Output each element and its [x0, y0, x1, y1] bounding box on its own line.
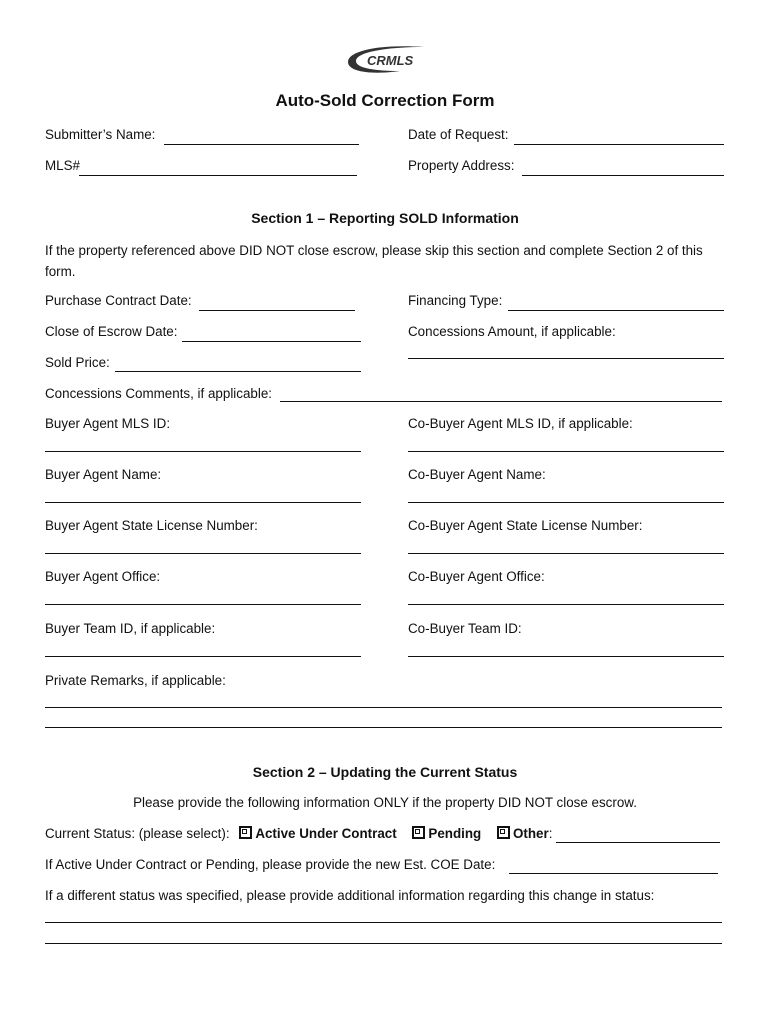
private-remarks-field-line2[interactable] — [45, 727, 722, 728]
buyer-team-id-label: Buyer Team ID, if applicable: — [45, 621, 216, 636]
co-buyer-agent-mls-id-field[interactable] — [408, 451, 724, 452]
pending-checkbox[interactable] — [412, 826, 425, 839]
new-coe-date-label: If Active Under Contract or Pending, please provide the new Est. COE Date: — [45, 857, 496, 872]
close-of-escrow-date-label: Close of Escrow Date: — [45, 324, 178, 339]
co-buyer-agent-name-label: Co-Buyer Agent Name: — [408, 467, 546, 482]
co-buyer-agent-license-field[interactable] — [408, 553, 724, 554]
new-coe-date-field[interactable] — [509, 873, 718, 874]
private-remarks-field-line1[interactable] — [45, 707, 722, 708]
co-buyer-agent-name-field[interactable] — [408, 502, 724, 503]
concessions-comments-label: Concessions Comments, if applicable: — [45, 386, 273, 401]
section2-intro: Please provide the following information ONLY if the property DID NOT close escrow. — [133, 795, 637, 810]
buyer-agent-name-field[interactable] — [45, 502, 361, 503]
buyer-agent-mls-id-label: Buyer Agent MLS ID: — [45, 416, 171, 431]
form-title: Auto-Sold Correction Form — [275, 91, 495, 110]
other-checkbox[interactable] — [497, 826, 510, 839]
section1-intro: If the property referenced above DID NOT close escrow, please skip this section and complete Section 2 of this form. — [45, 243, 703, 279]
crmls-logo — [334, 42, 428, 76]
other-colon: : — [548, 826, 553, 841]
mls-number-field[interactable] — [79, 175, 357, 176]
additional-info-field-line2[interactable] — [45, 943, 722, 944]
co-buyer-agent-license-label: Co-Buyer Agent State License Number: — [408, 518, 643, 533]
co-buyer-agent-office-label: Co-Buyer Agent Office: — [408, 569, 545, 584]
active-under-contract-label: Active Under Contract — [255, 826, 397, 841]
concessions-amount-field[interactable] — [408, 358, 724, 359]
buyer-agent-office-field[interactable] — [45, 604, 361, 605]
other-label: Other — [512, 826, 549, 841]
submitter-name-label: Submitter’s Name: — [45, 127, 156, 142]
sold-price-field[interactable] — [115, 371, 361, 372]
active-under-contract-checkbox[interactable] — [239, 826, 252, 839]
co-buyer-agent-mls-id-label: Co-Buyer Agent MLS ID, if applicable: — [408, 416, 633, 431]
purchase-contract-date-label: Purchase Contract Date: — [45, 293, 192, 308]
concessions-amount-label: Concessions Amount, if applicable: — [408, 324, 616, 339]
co-buyer-agent-office-field[interactable] — [408, 604, 724, 605]
private-remarks-label: Private Remarks, if applicable: — [45, 673, 226, 688]
financing-type-field[interactable] — [508, 310, 724, 311]
buyer-agent-office-label: Buyer Agent Office: — [45, 569, 161, 584]
financing-type-label: Financing Type: — [408, 293, 503, 308]
sold-price-label: Sold Price: — [45, 355, 110, 370]
additional-info-field-line1[interactable] — [45, 922, 722, 923]
additional-info-label: If a different status was specified, please provide additional information regarding this change in status: — [45, 888, 655, 903]
other-status-field[interactable] — [556, 842, 720, 843]
date-of-request-label: Date of Request: — [408, 127, 509, 142]
property-address-field[interactable] — [522, 175, 724, 176]
pending-label: Pending — [428, 826, 482, 841]
buyer-agent-name-label: Buyer Agent Name: — [45, 467, 162, 482]
logo-text: CRMLS — [367, 53, 414, 68]
purchase-contract-date-field[interactable] — [199, 310, 355, 311]
co-buyer-team-id-label: Co-Buyer Team ID: — [408, 621, 522, 636]
current-status-row — [45, 825, 552, 843]
current-status-label: Current Status: (please select): — [45, 826, 230, 841]
close-of-escrow-date-field[interactable] — [182, 341, 361, 342]
property-address-label: Property Address: — [408, 158, 515, 173]
buyer-agent-mls-id-field[interactable] — [45, 451, 361, 452]
buyer-team-id-field[interactable] — [45, 656, 361, 657]
submitter-name-field[interactable] — [164, 144, 359, 145]
section1-title: Section 1 – Reporting SOLD Information — [251, 210, 519, 226]
buyer-agent-license-field[interactable] — [45, 553, 361, 554]
co-buyer-team-id-field[interactable] — [408, 656, 724, 657]
section2-title: Section 2 – Updating the Current Status — [252, 764, 518, 780]
buyer-agent-license-label: Buyer Agent State License Number: — [45, 518, 258, 533]
concessions-comments-field[interactable] — [280, 401, 722, 402]
mls-number-label: MLS# — [45, 158, 80, 173]
date-of-request-field[interactable] — [514, 144, 724, 145]
